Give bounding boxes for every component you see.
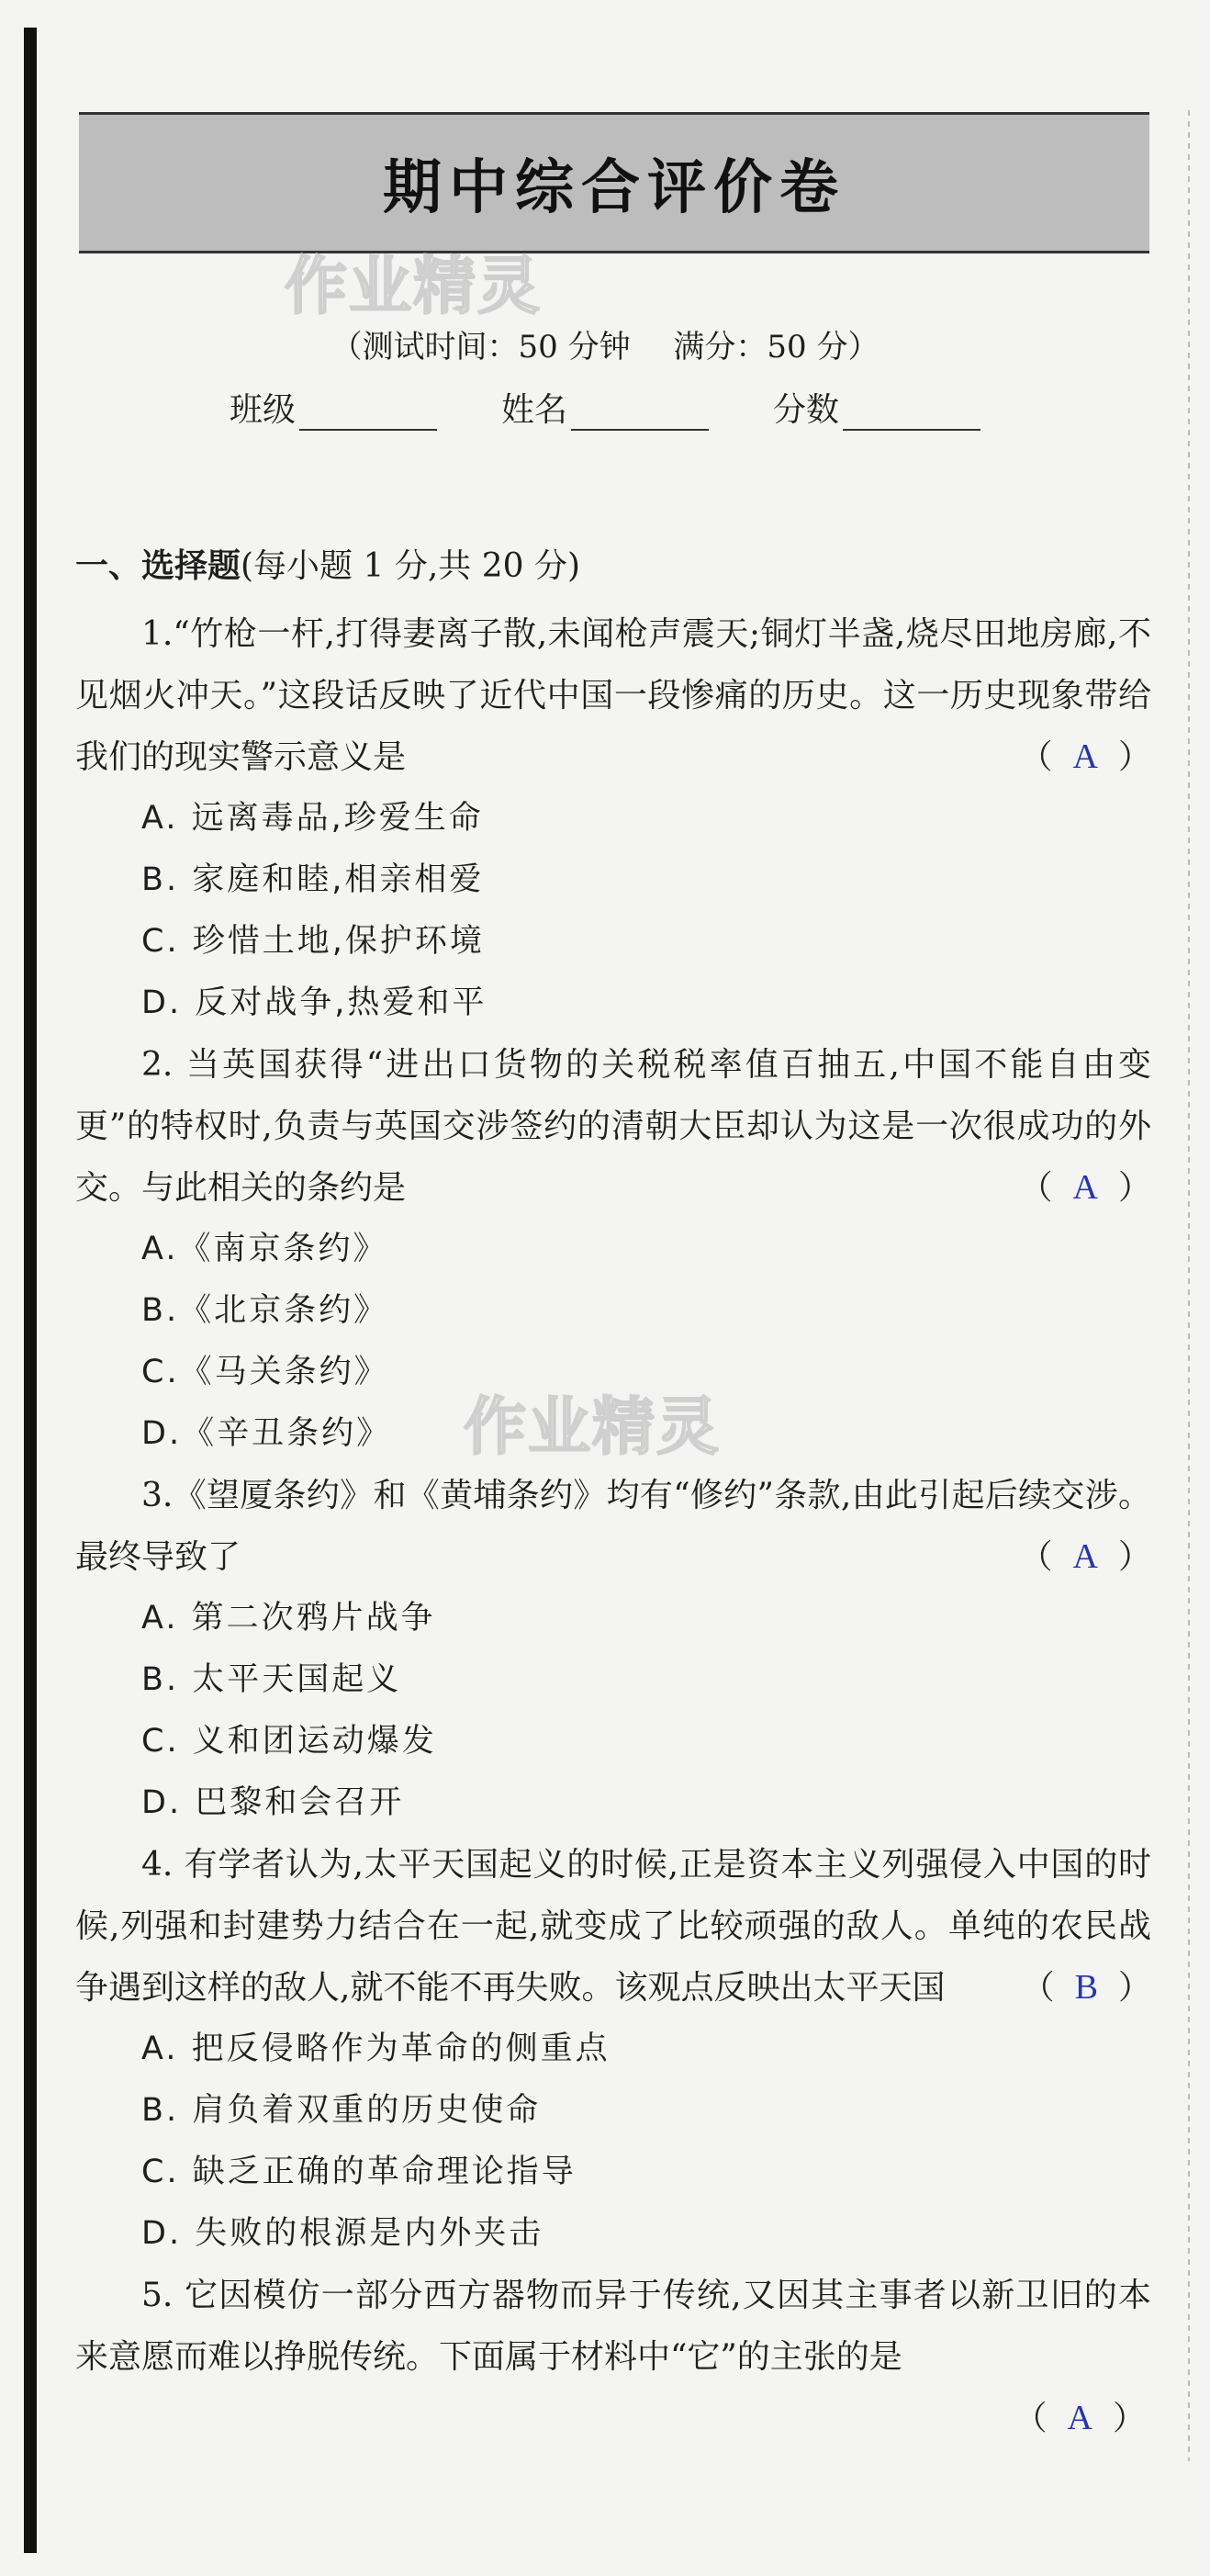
exam-info — [0, 321, 1210, 366]
question-stem: 5. 它因模仿一部分西方器物而异于传统,又因其主事者以新卫旧的本来意愿而难以挣脱传统。下面属于材料中“它”的主张的是 — [75, 2277, 1151, 2376]
answer-value: A — [1072, 737, 1098, 776]
option-c: C. 义和团运动爆发 — [141, 1723, 437, 1760]
option-c: C. 珍惜土地,保护环境 — [141, 923, 485, 960]
exam-time: （测试时间：50 分钟 — [331, 329, 631, 366]
exam-score: 满分：50 分） — [673, 329, 879, 366]
question-5 — [75, 2265, 1151, 2449]
student-fields — [230, 384, 980, 431]
answer-value: B — [1074, 1968, 1098, 2007]
class-blank[interactable] — [299, 396, 437, 431]
answer-value: A — [1072, 1168, 1098, 1207]
question-3 — [75, 1465, 1151, 1834]
score-label: 分数 — [773, 391, 840, 429]
section-title: 一、选择题 — [75, 547, 241, 585]
score-blank[interactable] — [843, 396, 980, 431]
question-stem: 3.《望厦条约》和《黄埔条约》均有“修约”条款,由此引起后续交涉。最终导致了 （ A ） — [75, 1465, 1151, 1588]
page-title: 期中综合评价卷 — [383, 153, 846, 222]
option-b: B.《北京条约》 — [141, 1292, 389, 1329]
question-stem: 4. 有学者认为,太平天国起义的时候,正是资本主义列强侵入中国的时候,列强和封建势力结合在一起,就变成了比较顽强的敌人。单纯的农民战争遇到这样的敌人,就不能不再失败。该观点反映出太平天国 （ B ） — [75, 1834, 1151, 2019]
name-field[interactable] — [501, 384, 709, 431]
class-label: 班级 — [230, 391, 297, 429]
option-d: D. 反对战争,热爱和平 — [141, 984, 487, 1021]
option-a: A.《南京条约》 — [141, 1231, 388, 1267]
option-b: B. 家庭和睦,相亲相爱 — [141, 861, 485, 898]
option-d: D. 失败的根源是内外夹击 — [141, 2215, 544, 2252]
question-2 — [75, 1034, 1151, 1465]
question-4 — [75, 1834, 1151, 2265]
class-field[interactable] — [230, 384, 437, 431]
question-section — [75, 540, 1151, 2449]
answer-value: A — [1072, 1537, 1098, 1576]
name-label: 姓名 — [501, 391, 568, 429]
option-b: B. 太平天国起义 — [141, 1661, 402, 1698]
section-header — [75, 540, 1151, 587]
question-stem: 1.“竹枪一杆,打得妻离子散,未闻枪声震天;铜灯半盏,烧尽田地房廊,不见烟火冲天。”这段话反映了近代中国一段惨痛的历史。这一历史现象带给我们的现实警示意义是 （ A ） — [75, 603, 1151, 788]
option-a: A. 把反侵略作为革命的侧重点 — [141, 2030, 611, 2067]
option-a: A. 第二次鸦片战争 — [141, 1600, 436, 1637]
perforation-edge — [1188, 110, 1190, 2461]
section-note: (每小题 1 分,共 20 分) — [241, 547, 581, 585]
option-d: D.《辛丑条约》 — [141, 1415, 392, 1452]
answer-bracket: （ A ） — [1014, 2399, 1146, 2437]
option-c: C.《马关条约》 — [141, 1354, 389, 1390]
question-stem: 2. 当英国获得“进出口货物的关税税率值百抽五,中国不能自由变更”的特权时,负责与英国交涉签约的清朝大臣却认为这是一次很成功的外交。与此相关的条约是 （ A ） — [75, 1034, 1151, 1219]
answer-bracket: （ A ） — [1019, 1168, 1151, 1207]
option-b: B. 肩负着双重的历史使命 — [141, 2092, 542, 2129]
answer-bracket: （ B ） — [1021, 1968, 1151, 2007]
answer-bracket: （ A ） — [1019, 737, 1151, 776]
score-field[interactable] — [773, 384, 980, 431]
name-blank[interactable] — [571, 396, 709, 431]
option-c: C. 缺乏正确的革命理论指导 — [141, 2154, 577, 2190]
option-a: A. 远离毒品,珍爱生命 — [141, 800, 484, 837]
question-1 — [75, 603, 1151, 1034]
binding-edge — [24, 28, 37, 2553]
answer-value: A — [1067, 2399, 1092, 2437]
watermark-middle: 作业精灵 — [464, 1391, 722, 1464]
title-banner — [79, 112, 1149, 253]
answer-bracket: （ A ） — [1019, 1537, 1151, 1576]
watermark-top: 作业精灵 — [285, 251, 543, 323]
option-d: D. 巴黎和会召开 — [141, 1784, 405, 1821]
